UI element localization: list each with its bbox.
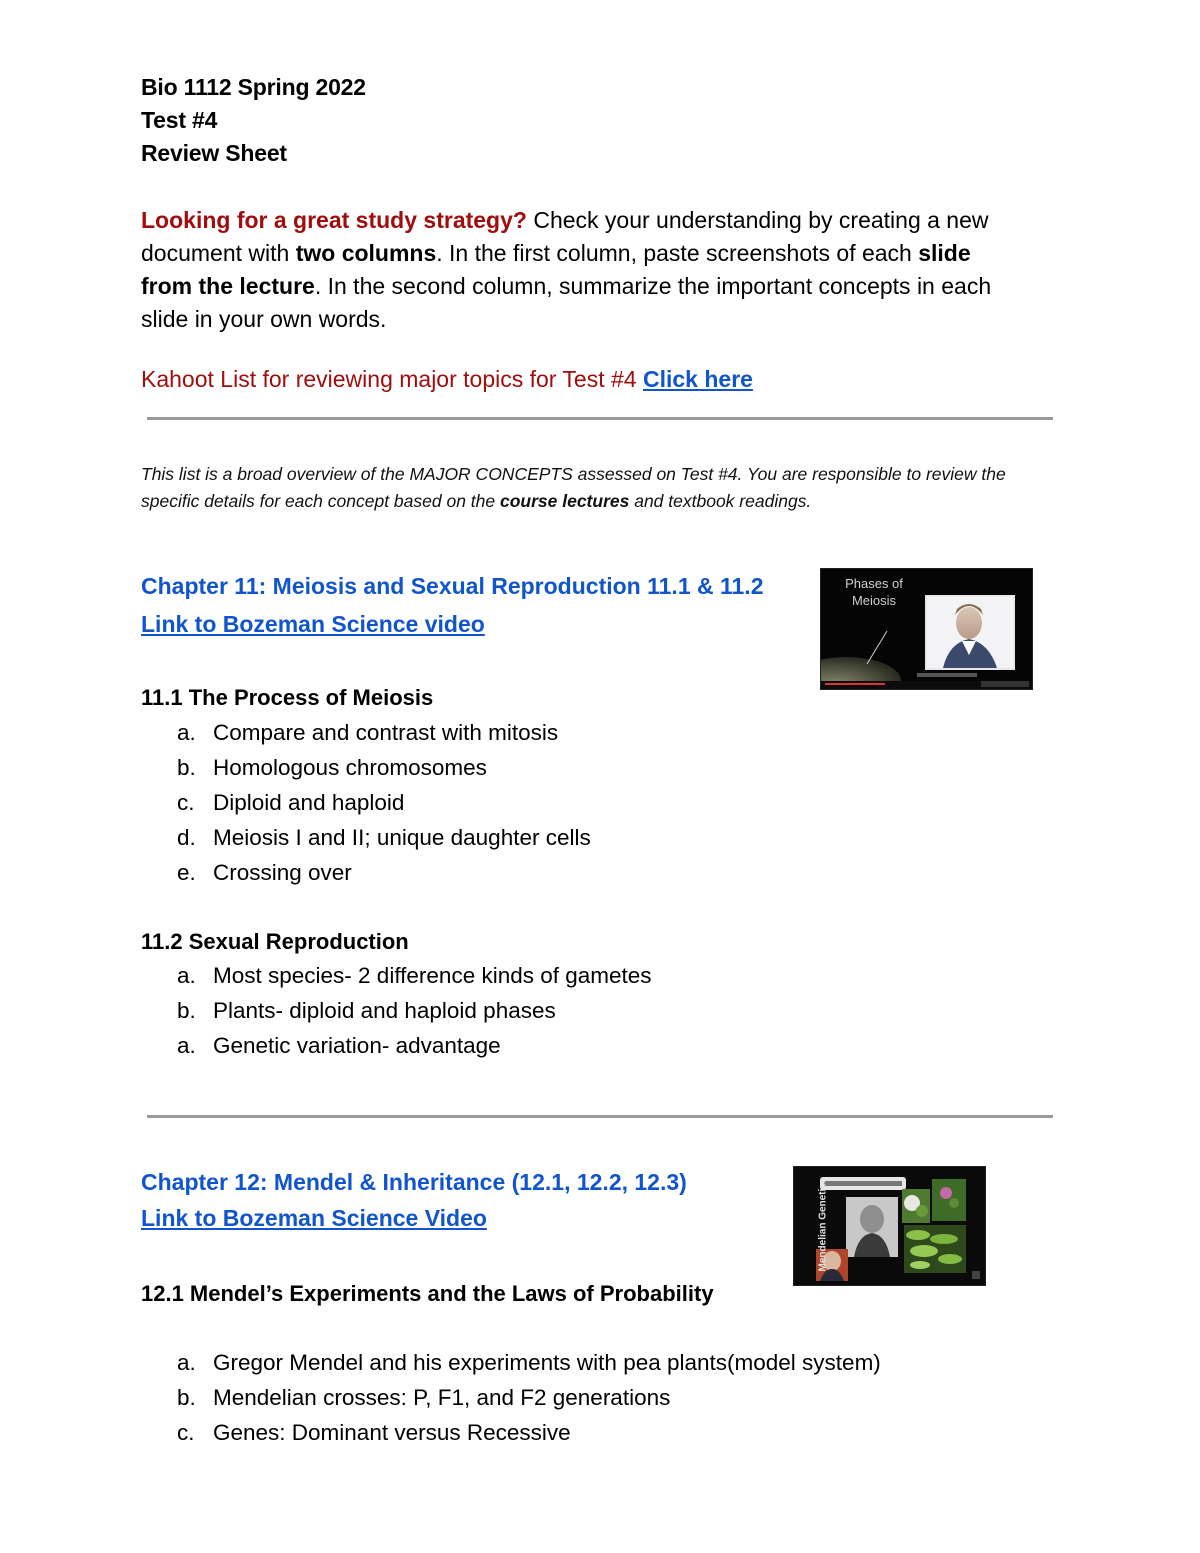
list-item: [177, 1420, 571, 1446]
list-marker: a.: [177, 720, 196, 745]
list-item-text: Diploid and haploid: [213, 790, 405, 815]
list-item: [177, 1385, 670, 1411]
list-item: [177, 963, 652, 989]
test-title: Test #4: [141, 107, 218, 133]
strategy-line-2: [141, 237, 971, 270]
divider-1: [147, 417, 1053, 420]
list-marker: d.: [177, 825, 196, 850]
list-marker: e.: [177, 860, 196, 885]
mendel-video-thumbnail[interactable]: [793, 1166, 986, 1286]
list-item: [177, 790, 404, 816]
list-marker: a.: [177, 1350, 196, 1375]
kahoot-link[interactable]: Click here: [642, 366, 753, 392]
list-marker: b.: [177, 1385, 196, 1410]
meiosis-video-thumbnail[interactable]: [820, 568, 1033, 690]
list-item: [177, 998, 556, 1024]
sheet-title: Review Sheet: [141, 140, 287, 166]
list-item: [177, 1350, 881, 1376]
chapter-11-title: Chapter 11: Meiosis and Sexual Reproduction 11.1 & 11.2: [141, 573, 764, 599]
strategy-from-lecture: from the lecture: [141, 273, 315, 299]
list-item-text: Mendelian crosses: P, F1, and F2 generations: [213, 1385, 671, 1410]
overview-line-2: [141, 488, 811, 515]
strategy-line-4: slide in your own words.: [141, 306, 387, 332]
meiosis-thumbnail-title: Phases of Meiosis: [845, 576, 903, 608]
course-title: Bio 1112 Spring 2022: [141, 74, 366, 100]
list-item-text: Genes: Dominant versus Recessive: [213, 1420, 571, 1445]
strategy-text-3b: . In the second column, summarize the important concepts in each: [314, 273, 992, 299]
kahoot-line: [141, 363, 753, 396]
mendel-thumbnail-side-title: Mendelian Genetics: [817, 1177, 829, 1272]
chapter-12-title: Chapter 12: Mendel & Inheritance (12.1, 12.2, 12.3): [141, 1169, 687, 1195]
list-marker: a.: [177, 1033, 196, 1058]
strategy-lead: Looking for a great study strategy?: [141, 207, 527, 233]
overview-line-1: This list is a broad overview of the MAJOR CONCEPTS assessed on Test #4. You are responsible to review the: [141, 464, 1006, 484]
list-marker: c.: [177, 1420, 195, 1445]
list-item-text: Plants- diploid and haploid phases: [213, 998, 556, 1023]
section-11-1-title: 11.1 The Process of Meiosis: [141, 685, 434, 710]
list-item-text: Most species- 2 difference kinds of gametes: [213, 963, 652, 988]
chapter-12-video-link[interactable]: Link to Bozeman Science Video: [141, 1205, 487, 1231]
overview-text-2c: and textbook readings.: [629, 491, 812, 511]
list-item-text: Genetic variation- advantage: [213, 1033, 501, 1058]
strategy-line-3: [141, 270, 991, 303]
list-marker: a.: [177, 963, 196, 988]
strategy-text-2c: . In the first column, paste screenshots of each: [436, 240, 919, 266]
strategy-text-2a: document with: [141, 240, 296, 266]
strategy-text-1: Check your understanding by creating a new: [526, 207, 989, 233]
overview-course-lectures: course lectures: [499, 491, 630, 511]
strategy-slide: slide: [918, 240, 971, 266]
divider-2: [147, 1115, 1053, 1118]
list-item: [177, 860, 352, 886]
list-item: [177, 755, 487, 781]
list-marker: b.: [177, 755, 196, 780]
list-item-text: Crossing over: [213, 860, 352, 885]
list-item: [177, 1033, 501, 1059]
list-marker: c.: [177, 790, 195, 815]
list-item: [177, 825, 591, 851]
chapter-11-video-link[interactable]: Link to Bozeman Science video: [141, 611, 485, 637]
list-item-text: Gregor Mendel and his experiments with pea plants(model system): [213, 1350, 881, 1375]
section-11-2-title: 11.2 Sexual Reproduction: [141, 929, 409, 954]
overview-text-2a: specific details for each concept based on the: [141, 491, 500, 511]
list-item: [177, 720, 558, 746]
list-item-text: Homologous chromosomes: [213, 755, 487, 780]
kahoot-text: Kahoot List for reviewing major topics for Test #4: [141, 366, 643, 392]
list-item-text: Meiosis I and II; unique daughter cells: [213, 825, 591, 850]
list-item-text: Compare and contrast with mitosis: [213, 720, 559, 745]
strategy-line-1: [141, 204, 989, 237]
list-marker: b.: [177, 998, 196, 1023]
strategy-two-columns: two columns: [295, 240, 437, 266]
section-12-1-title: 12.1 Mendel’s Experiments and the Laws of Probability: [141, 1281, 714, 1306]
